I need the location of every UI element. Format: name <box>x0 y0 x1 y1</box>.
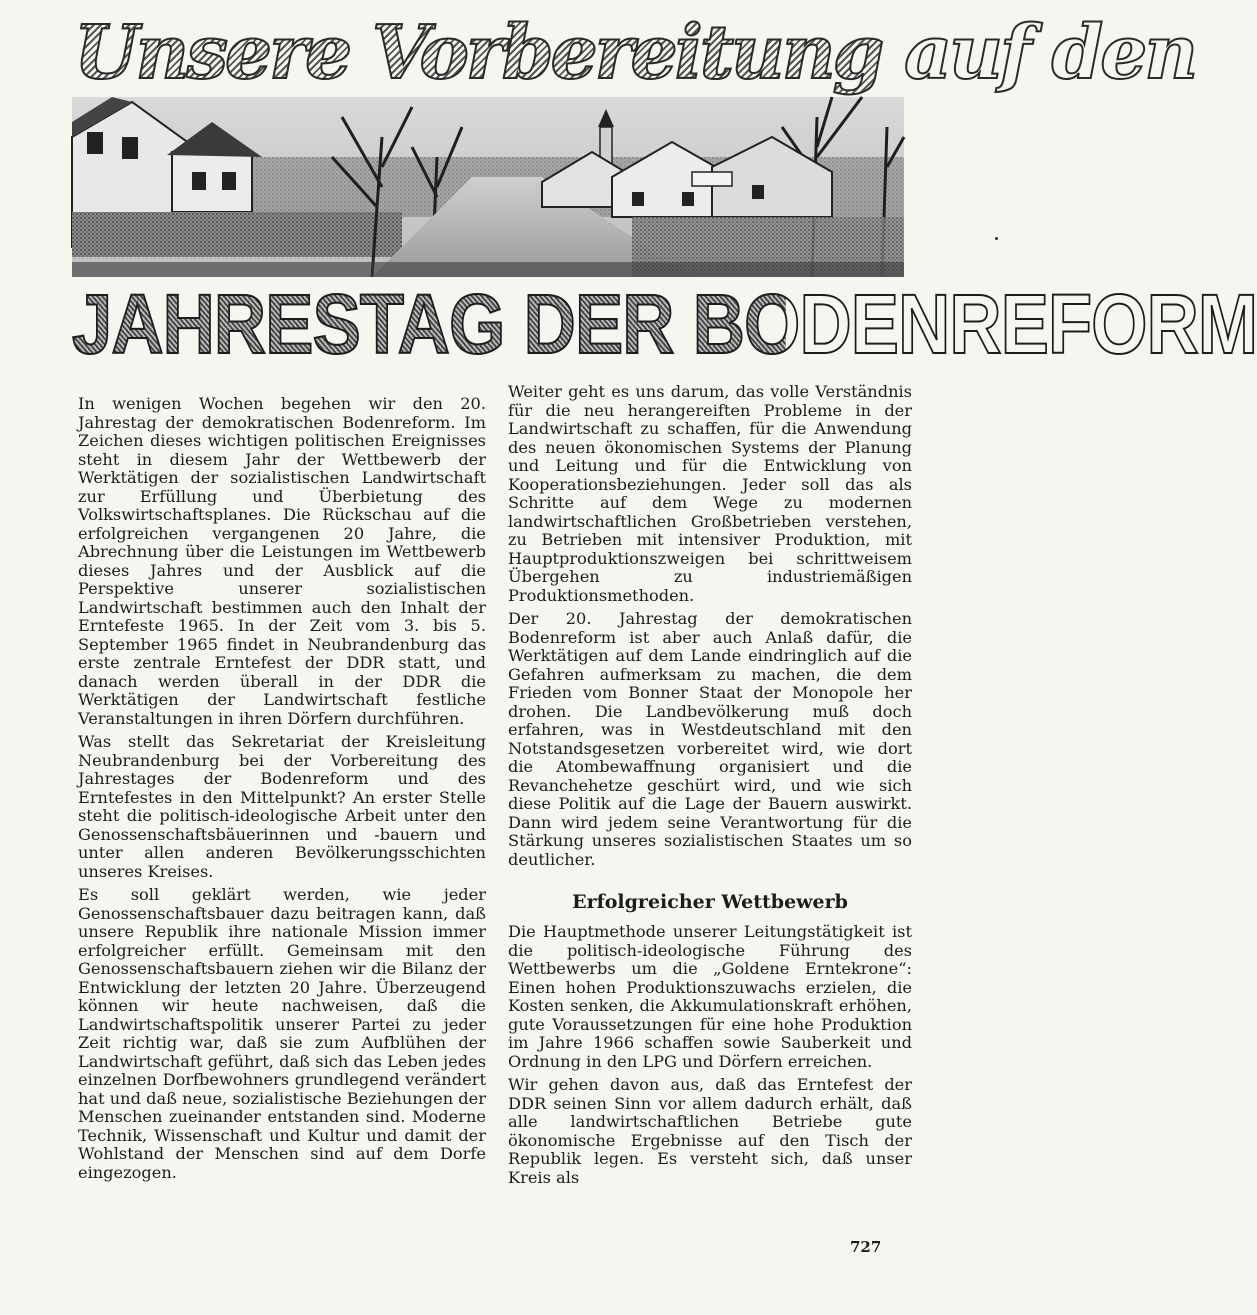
paragraph: Der 20. Jahrestag der demokratischen Bodenreform ist aber auch Anlaß dafür, die Werktätigen auf dem Lande eindringlich auf die Gefahren aufmerksam zu machen, die dem Frieden vom Bonner Staat der Monopole her drohen. Die Landbevölkerung muß doch erfahren, was in Westdeutschland mit den Notstandsgesetzen vorbereitet wird, wie dort die Atombewaffnung organisiert und die Revanchehetze geschürt wird, und wie sich diese Politik auf die Lage der Bauern auswirkt. Dann wird jedem seine Verantwortung für die Stärkung unseres sozialistischen Staates um so deutlicher. <box>508 609 912 869</box>
print-speck <box>995 237 998 240</box>
paragraph: Was stellt das Sekretariat der Kreisleitung Neubrandenburg bei der Vorbereitung des Jahrestages der Bodenreform und des Erntefestes in den Mittelpunkt? An erster Stelle steht die politisch-ideologische Arbeit unter den Genossenschaftsbäuerinnen und -bauern und unter allen anderen Bevölkerungsschichten unseres Kreises. <box>78 732 486 881</box>
paragraph: Weiter geht es uns darum, das volle Verständnis für die neu herangereiften Probleme in der Landwirtschaft zu schaffen, für die Anwendung des neuen ökonomischen Systems der Planung und Leitung und für die Entwicklung von Kooperationsbeziehungen. Jeder soll das als Schritte auf dem Wege zu modernen landwirtschaftlichen Großbetrieben verstehen, zu Betrieben mit intensiver Produktion, mit Hauptproduktionszweigen bei schrittweisem Übergehen zu industriemäßigen Produktionsmethoden. <box>508 382 912 605</box>
headline-bottom: JAHRESTAG DER BODENREFORM <box>72 277 1257 371</box>
page-number: 727 <box>850 1238 882 1256</box>
headline-top: Unsere Vorbereitung auf den <box>74 10 1196 96</box>
paragraph: Die Hauptmethode unserer Leitungstätigkeit ist die politisch-ideologische Führung des Wettbewerbs um die „Goldene Erntekrone“: Einen hohen Produktionszuwachs erzielen, die Kosten senken, die Akkumulationskraft erhöhen, gute Voraussetzungen für eine hohe Produktion im Jahre 1966 schaffen sowie Sauberkeit und Ordnung in den LPG und Dörfern erreichen. <box>508 922 912 1071</box>
paragraph: Wir gehen davon aus, daß das Erntefest der DDR seinen Sinn vor allem dadurch erhält, daß alle landwirtschaftlichen Betriebe gute ökonomische Ergebnisse auf den Tisch der Republik legen. Es versteht sich, daß unser Kreis als <box>508 1075 912 1187</box>
paragraph: In wenigen Wochen begehen wir den 20. Jahrestag der demokratischen Bodenreform. Im Zeichen dieses wichtigen politischen Ereignisses steht in diesem Jahr der Wettbewerb der Werktätigen der sozialistischen Landwirtschaft zur Erfüllung und Überbietung des Volkswirtschaftsplanes. Die Rückschau auf die erfolgreichen vergangenen 20 Jahre, die Abrechnung über die Leistungen im Wettbewerb dieses Jahres und der Ausblick auf die Perspektive unserer sozialistischen Landwirtschaft bestimmen auch den Inhalt der Erntefeste 1965. In der Zeit vom 3. bis 5. September 1965 findet in Neubrandenburg das erste zentrale Erntefest der DDR statt, und danach werden überall in der DDR die Werktätigen der Landwirtschaft festliche Veranstaltungen in ihren Dörfern durchführen. <box>78 394 486 728</box>
right-column <box>508 383 912 1192</box>
left-column <box>78 395 486 1187</box>
section-subheading: Erfolgreicher Wettbewerb <box>572 891 848 913</box>
village-street-photo <box>72 97 904 277</box>
paragraph: Es soll geklärt werden, wie jeder Genossenschaftsbauer dazu beitragen kann, daß unsere Republik ihre nationale Mission immer erfolgreicher erfüllt. Gemeinsam mit den Genossenschaftsbauern ziehen wir die Bilanz der Entwicklung der letzten 20 Jahre. Überzeugend können wir heute nachweisen, daß die Landwirtschaftspolitik unserer Partei zu jeder Zeit richtig war, daß sie zum Aufblühen der Landwirtschaft geführt, daß sich das Leben jedes einzelnen Dorfbewohners grundlegend verändert hat und daß neue, sozialistische Beziehungen der Menschen zueinander entstanden sind. Moderne Technik, Wissenschaft und Kultur und damit der Wohlstand der Menschen sind auf dem Dorfe eingezogen. <box>78 885 486 1182</box>
